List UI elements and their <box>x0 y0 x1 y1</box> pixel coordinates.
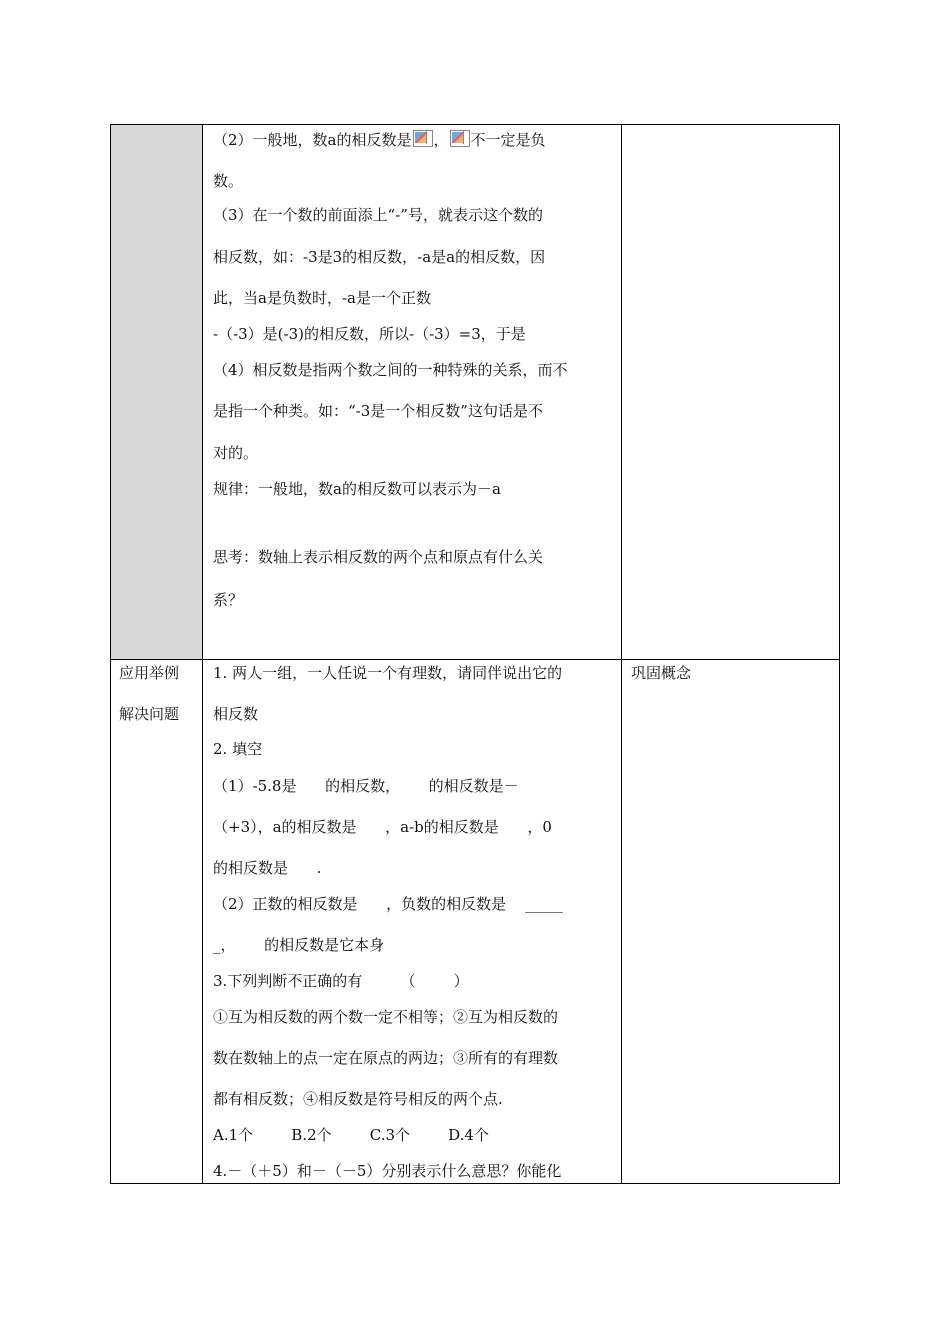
row1-line-1: （2）一般地，数a的相反数是 ， 不一定是负 <box>213 131 546 149</box>
column-divider <box>202 125 203 1183</box>
row2-line-2: 相反数 <box>213 705 259 723</box>
row1-line-5: 此，当a是负数时，-a是一个正数 <box>213 289 431 307</box>
row2-line-14: 4.－（＋5）和－（－5）分别表示什么意思？你能化 <box>213 1162 562 1180</box>
row1-line-4: 相反数，如：-3是3的相反数，-a是a的相反数，因 <box>213 248 546 266</box>
image-placeholder-icon <box>450 130 470 147</box>
row2-line-8: _， 的相反数是它本身 <box>213 936 385 954</box>
row2-line-9: 3.下列判断不正确的有 （ ） <box>213 972 469 990</box>
row1-line-2: 数。 <box>213 172 244 190</box>
row1-line-8: 是指一个种类。如：“-3是一个相反数”这句话是不 <box>213 402 543 420</box>
row2-label-1: 应用举例 <box>119 664 180 682</box>
row1-line-12: 系？ <box>213 591 244 609</box>
row2-label-2: 解决问题 <box>119 705 180 723</box>
row1-line-3: （3）在一个数的前面添上“-”号，就表示这个数的 <box>213 206 543 224</box>
lesson-table <box>110 124 840 1184</box>
row2-line-7: （2）正数的相反数是 ，负数的相反数是 _____ <box>213 895 563 913</box>
column-divider <box>621 125 622 1183</box>
row1-line-6: -（-3）是(-3)的相反数，所以-（-3）=3，于是 <box>213 325 526 343</box>
row-divider <box>111 659 839 660</box>
row2-line-6: 的相反数是 . <box>213 859 322 877</box>
row2-line-10: ①互为相反数的两个数一定不相等；②互为相反数的 <box>213 1008 559 1026</box>
row1-line-9: 对的。 <box>213 444 259 462</box>
row2-line-13: A.1个 B.2个 C.3个 D.4个 <box>213 1126 489 1144</box>
row2-line-3: 2. 填空 <box>213 740 263 758</box>
image-placeholder-icon <box>413 130 433 147</box>
row2-line-4: （1）-5.8是 的相反数， 的相反数是－ <box>213 777 519 795</box>
row1-line-10: 规律：一般地，数a的相反数可以表示为－a <box>213 480 501 498</box>
row2-line-12: 都有相反数；④相反数是符号相反的两个点. <box>213 1090 503 1108</box>
row2-line-1: 1. 两人一组，一人任说一个有理数，请同伴说出它的 <box>213 664 563 682</box>
row2-line-5: （+3），a的相反数是 ，a-b的相反数是 ，0 <box>213 818 552 836</box>
row1-line-11: 思考：数轴上表示相反数的两个点和原点有什么关 <box>213 548 544 566</box>
row1-line-7: （4）相反数是指两个数之间的一种特殊的关系，而不 <box>213 361 568 379</box>
row2-remark: 巩固概念 <box>631 664 692 682</box>
shaded-cell <box>111 125 202 659</box>
row2-line-11: 数在数轴上的点一定在原点的两边；③所有的有理数 <box>213 1049 559 1067</box>
